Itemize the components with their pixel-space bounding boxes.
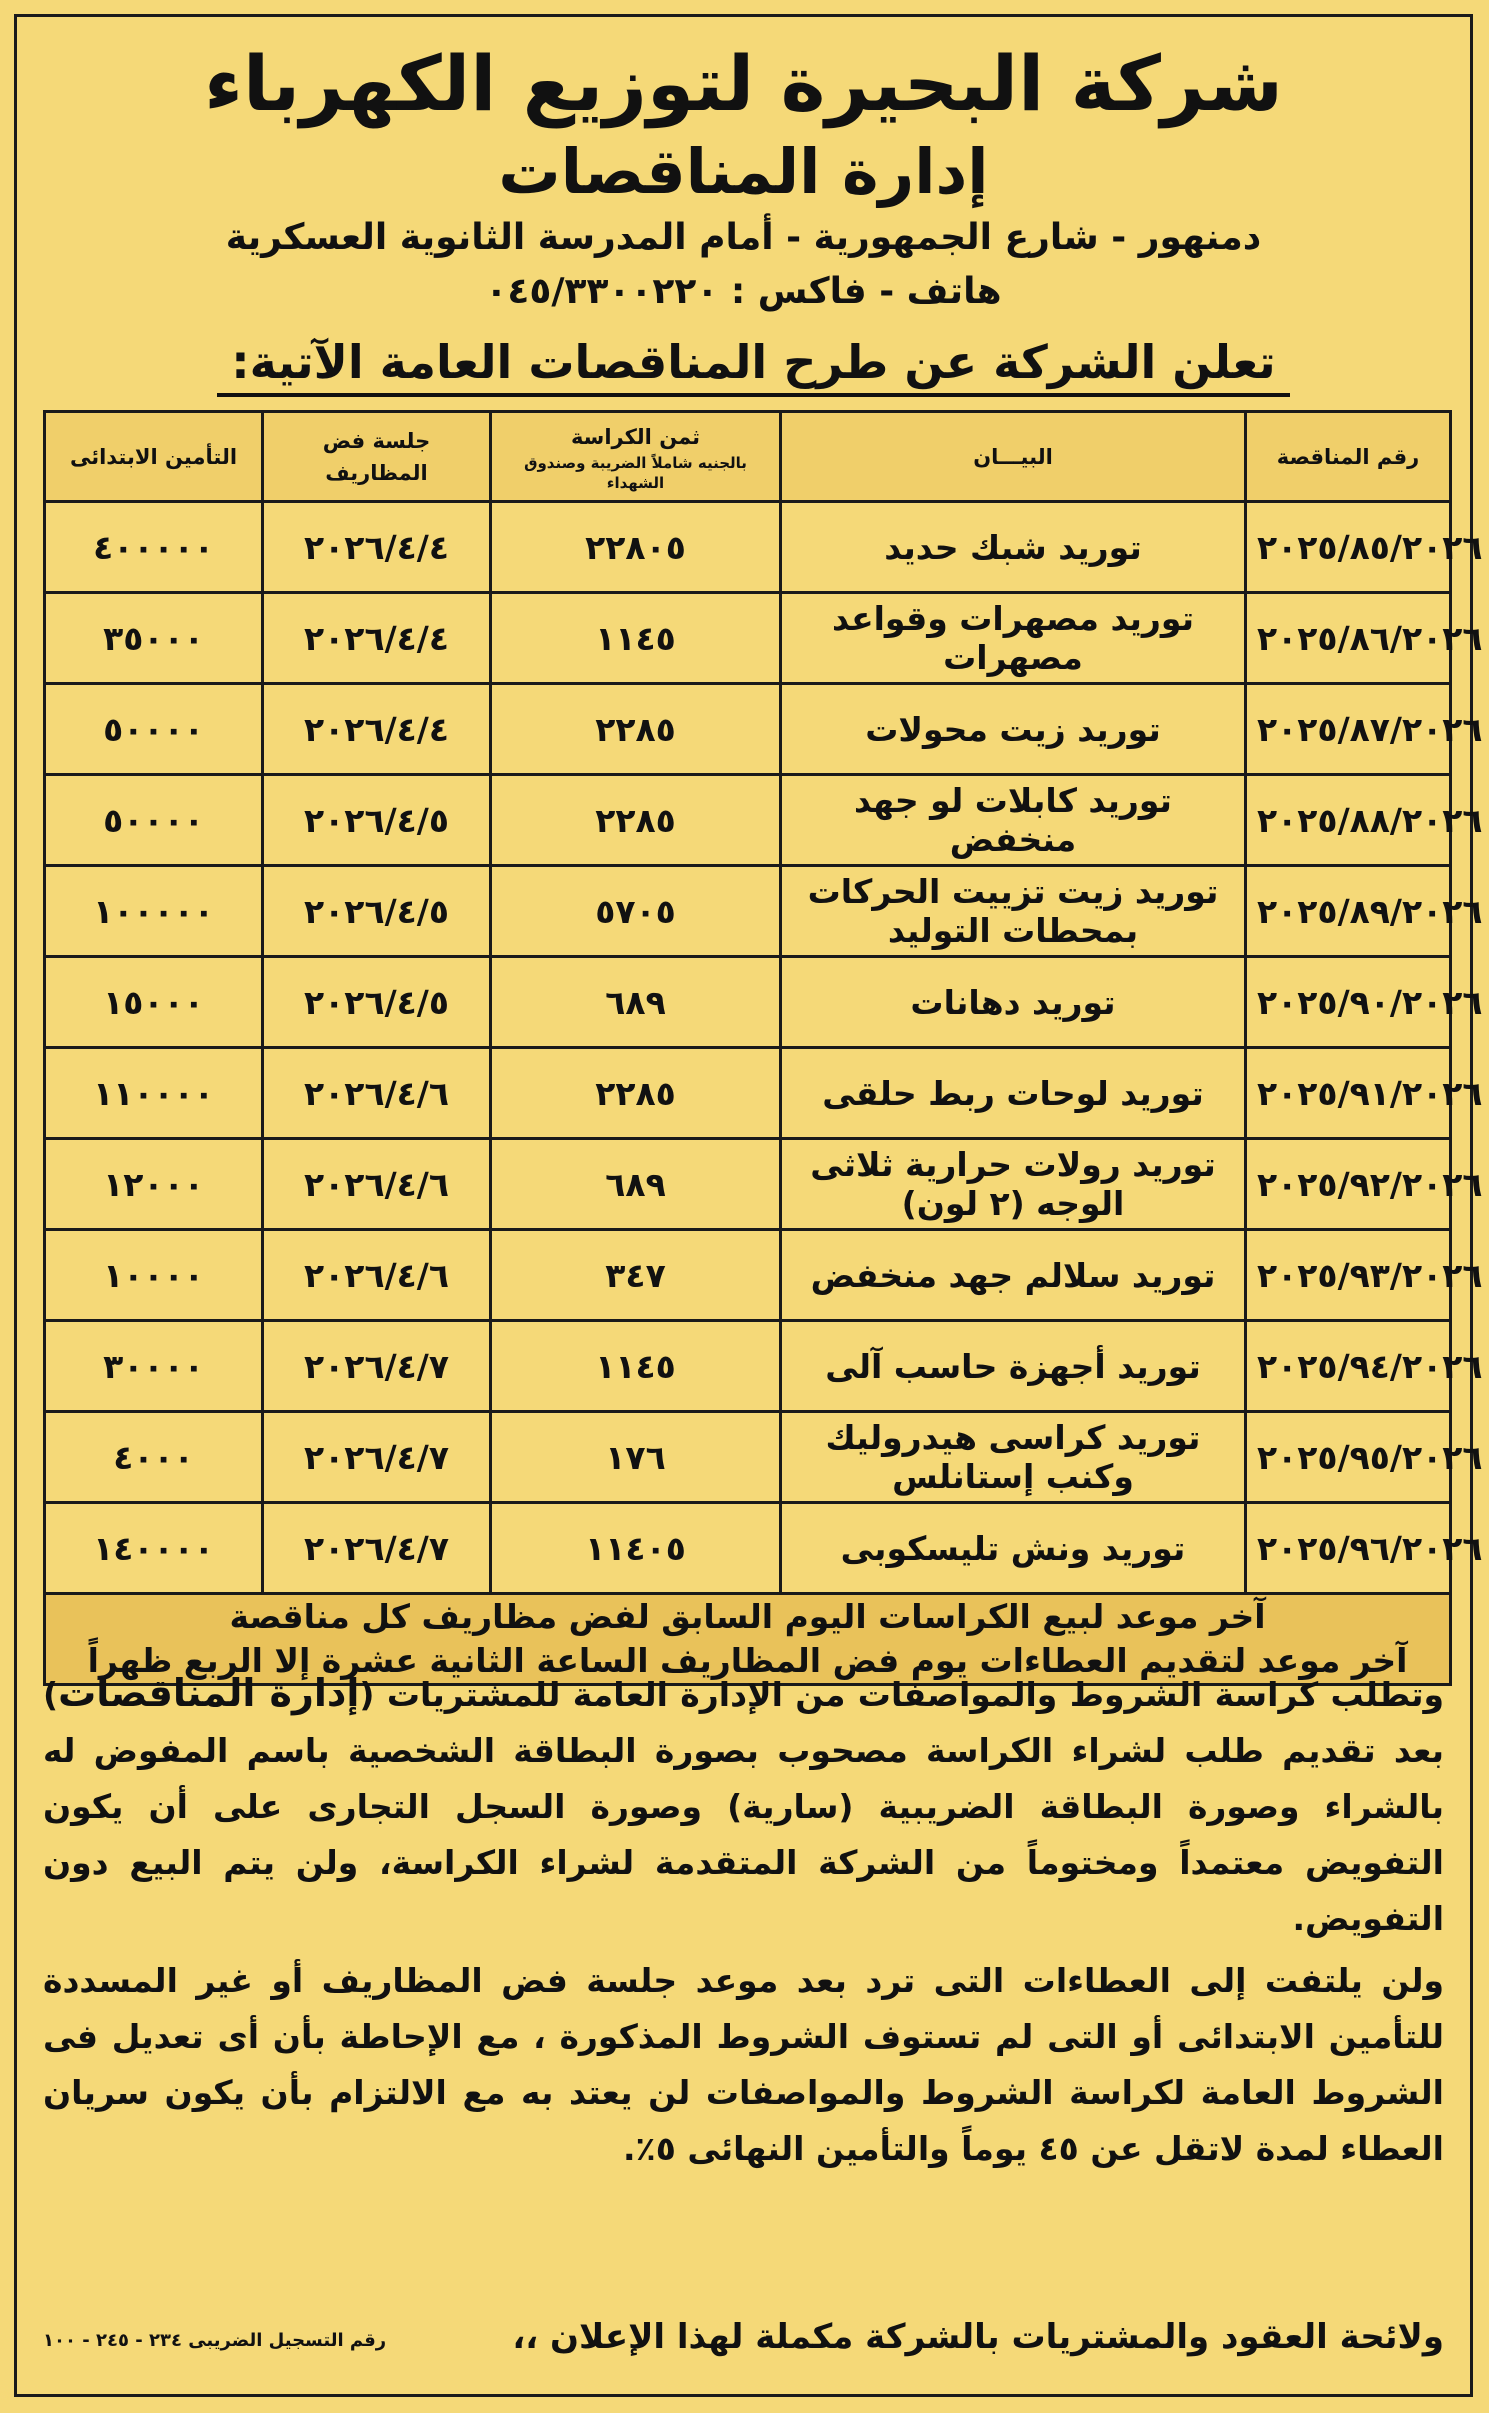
tender-description: توريد كراسى هيدروليك وكنب إستانلس (781, 1412, 1246, 1503)
terms-paragraph-2: ولن يلتفت إلى العطاءات التى ترد بعد موعد جلسة فض المظاريف أو غير المسددة للتأمين الابتدائى أو التى لم تستوف الشروط المذكورة ، مع الإحاطة بأن أى تعديل فى الشروط العامة لكراسة الشروط والمواصفات لن يعتد به مع الالتزام بأن يكون سريان العطاء لمدة لاتقل عن ٤٥ يوماً والتأمين النهائى ٥٪. (43, 1961, 1444, 2168)
tender-description: توريد ونش تليسكوبى (781, 1503, 1246, 1594)
booklet-price: ١١٤٥ (491, 1321, 781, 1412)
table-row (45, 1048, 1451, 1139)
table-row (45, 866, 1451, 957)
opening-date: ٢٠٢٦/٤/٥ (263, 866, 491, 957)
footer (43, 2309, 1444, 2369)
tender-number: ٢٠٢٥/٨٥/٢٠٢٦ (1246, 502, 1451, 593)
tax-registration: رقم التسجيل الضريبى ٢٣٤ - ٢٤٥ - ١٠٠ (43, 2330, 387, 2351)
initial-insurance: ٤٠٠٠٠٠ (45, 502, 263, 593)
initial-insurance: ١٠٠٠٠ (45, 1230, 263, 1321)
department-name: إدارة المناقصات (498, 135, 989, 208)
opening-date: ٢٠٢٦/٤/٦ (263, 1230, 491, 1321)
booklet-price: ٦٨٩ (491, 1139, 781, 1230)
opening-date: ٢٠٢٦/٤/٧ (263, 1321, 491, 1412)
tender-description: توريد سلالم جهد منخفض (781, 1230, 1246, 1321)
opening-date: ٢٠٢٦/٤/٤ (263, 593, 491, 684)
tender-number: ٢٠٢٥/٨٦/٢٠٢٦ (1246, 593, 1451, 684)
initial-insurance: ١١٠٠٠٠ (45, 1048, 263, 1139)
opening-date: ٢٠٢٦/٤/٧ (263, 1412, 491, 1503)
tender-description: توريد مصهرات وقواعد مصهرات (781, 593, 1246, 684)
header-tender-no: رقم المناقصة (1246, 412, 1451, 502)
tender-description: توريد زيت محولات (781, 684, 1246, 775)
advertisement-page (14, 14, 1483, 2397)
initial-insurance: ١٤٠٠٠٠ (45, 1503, 263, 1594)
tender-number: ٢٠٢٥/٩٤/٢٠٢٦ (1246, 1321, 1451, 1412)
terms-p1-rest: ) بعد تقديم طلب لشراء الكراسة مصحوب بصورة البطاقة الشخصية باسم المفوض له بالشراء وصورة البطاقة الضريبية (سارية) وصورة السجل التجارى على أن يكون التفويض معتمداً ومختوماً من الشركة المتقدمة لشراء الكراسة، ولن يتم البيع دون التفويض. (43, 1675, 1444, 1938)
opening-date: ٢٠٢٦/٤/٤ (263, 502, 491, 593)
tender-description: توريد دهانات (781, 957, 1246, 1048)
header-booklet-price-note: بالجنيه شاملاً الضريبة وصندوق الشهداء (524, 453, 747, 492)
initial-insurance: ٥٠٠٠٠ (45, 684, 263, 775)
booklet-price: ٢٢٨٠٥ (491, 502, 781, 593)
booklet-price: ٥٧٠٥ (491, 866, 781, 957)
initial-insurance: ٤٠٠٠ (45, 1412, 263, 1503)
note-line: آخر موعد لبيع الكراسات اليوم السابق لفض مظاريف كل مناقصة (229, 1597, 1266, 1636)
booklet-price: ١١٤٠٥ (491, 1503, 781, 1594)
tender-number: ٢٠٢٥/٨٧/٢٠٢٦ (1246, 684, 1451, 775)
header-description: البيـــان (781, 412, 1246, 502)
phone-fax: هاتف - فاكس : ٠٤٥/٣٣٠٠٢٢٠ (485, 271, 1002, 312)
terms-paragraph-1 (43, 1665, 1444, 1947)
header-booklet-price (491, 412, 781, 502)
address: دمنهور - شارع الجمهورية - أمام المدرسة الثانوية العسكرية (225, 217, 1262, 258)
header-initial-insurance: التأمين الابتدائى (45, 412, 263, 502)
opening-date: ٢٠٢٦/٤/٧ (263, 1503, 491, 1594)
initial-insurance: ١٥٠٠٠ (45, 957, 263, 1048)
tender-description: توريد رولات حرارية ثلاثى الوجه (٢ لون) (781, 1139, 1246, 1230)
tender-number: ٢٠٢٥/٩٢/٢٠٢٦ (1246, 1139, 1451, 1230)
opening-date: ٢٠٢٦/٤/٥ (263, 775, 491, 866)
booklet-price: ١١٤٥ (491, 593, 781, 684)
terms-p1-lead: وتطلب كراسة الشروط والمواصفات من الإدارة العامة للمشتريات ( (359, 1675, 1444, 1714)
table-row (45, 1412, 1451, 1503)
initial-insurance: ١٢٠٠٠ (45, 1139, 263, 1230)
tender-description: توريد أجهزة حاسب آلى (781, 1321, 1246, 1412)
note-line: آخر موعد لتقديم العطاءات يوم فض المظاريف الساعة الثانية عشرة إلا الربع ظهراً (87, 1641, 1408, 1680)
tender-number: ٢٠٢٥/٨٩/٢٠٢٦ (1246, 866, 1451, 957)
initial-insurance: ٥٠٠٠٠ (45, 775, 263, 866)
table-row (45, 1230, 1451, 1321)
header-opening-session: جلسة فض المظاريف (263, 412, 491, 502)
table-row (45, 684, 1451, 775)
tenders-table (43, 410, 1483, 1686)
closing-statement: ولائحة العقود والمشتريات بالشركة مكملة لهذا الإعلان ،، (512, 2317, 1444, 2357)
tender-number: ٢٠٢٥/٩٣/٢٠٢٦ (1246, 1230, 1451, 1321)
header-booklet-price-label: ثمن الكراسة (570, 424, 701, 449)
opening-date: ٢٠٢٦/٤/٦ (263, 1048, 491, 1139)
opening-date: ٢٠٢٦/٤/٥ (263, 957, 491, 1048)
booklet-price: ٦٨٩ (491, 957, 781, 1048)
table-row (45, 502, 1451, 593)
tender-description: توريد زيت تزييت الحركات بمحطات التوليد (781, 866, 1246, 957)
table-row (45, 1321, 1451, 1412)
table-row (45, 593, 1451, 684)
table-row (45, 1139, 1451, 1230)
initial-insurance: ٣٠٠٠٠ (45, 1321, 263, 1412)
company-name: شركة البحيرة لتوزيع الكهرباء (204, 39, 1283, 128)
booklet-price: ٢٢٨٥ (491, 775, 781, 866)
opening-date: ٢٠٢٦/٤/٤ (263, 684, 491, 775)
tender-number: ٢٠٢٥/٩١/٢٠٢٦ (1246, 1048, 1451, 1139)
booklet-price: ٣٤٧ (491, 1230, 781, 1321)
tender-number: ٢٠٢٥/٨٨/٢٠٢٦ (1246, 775, 1451, 866)
terms-p1-emphasis: إدارة المناقصات (58, 1671, 360, 1715)
table-row (45, 775, 1451, 866)
booklet-price: ٢٢٨٥ (491, 684, 781, 775)
announcement-heading: تعلن الشركة عن طرح المناقصات العامة الآتية: (217, 331, 1290, 397)
terms-text (43, 1665, 1444, 2183)
tender-description: توريد شبك حديد (781, 502, 1246, 593)
table-row (45, 1503, 1451, 1594)
tender-number: ٢٠٢٥/٩٦/٢٠٢٦ (1246, 1503, 1451, 1594)
tender-description: توريد لوحات ربط حلقى (781, 1048, 1246, 1139)
booklet-price: ٢٢٨٥ (491, 1048, 781, 1139)
booklet-price: ١٧٦ (491, 1412, 781, 1503)
initial-insurance: ١٠٠٠٠٠ (45, 866, 263, 957)
opening-date: ٢٠٢٦/٤/٦ (263, 1139, 491, 1230)
table-row (45, 957, 1451, 1048)
tender-number: ٢٠٢٥/٩٠/٢٠٢٦ (1246, 957, 1451, 1048)
tender-number: ٢٠٢٥/٩٥/٢٠٢٦ (1246, 1412, 1451, 1503)
tender-description: توريد كابلات لو جهد منخفض (781, 775, 1246, 866)
initial-insurance: ٣٥٠٠٠ (45, 593, 263, 684)
